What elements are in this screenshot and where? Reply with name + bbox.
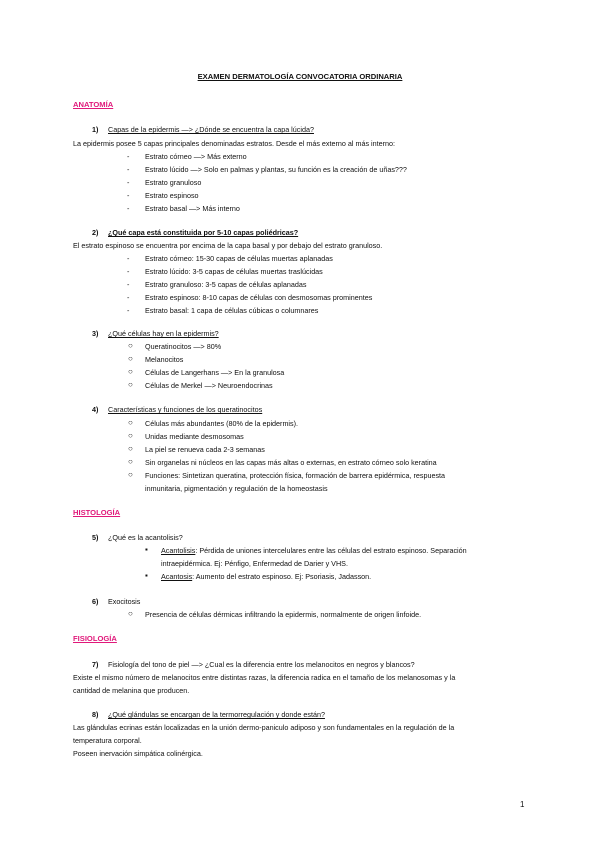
circle-bullet: ○: [128, 354, 133, 363]
dash-bullet: -: [127, 254, 130, 263]
question-1-text: Capas de la epidermis —> ¿Dónde se encuentra la capa lúcida?: [108, 125, 314, 134]
circle-bullet: ○: [128, 341, 133, 350]
list-item-continuation: inmunitaria, pigmentación y regulación de la homeostasis: [145, 484, 328, 493]
section-heading-histologia: HISTOLOGÍA: [73, 508, 121, 517]
page-number: 1: [520, 800, 525, 809]
definition-item: [161, 572, 371, 581]
list-item: Presencia de células dérmicas infiltrando la epidermis, normalmente de origen linfoide.: [145, 610, 422, 619]
question-number: 6): [92, 597, 99, 606]
list-item: Estrato espinoso: [145, 191, 199, 200]
section-heading-fisiologia: FISIOLOGÍA: [73, 634, 117, 643]
paragraph-line: Poseen inervación simpática colinérgica.: [73, 749, 203, 758]
document-title: EXAMEN DERMATOLOGÍA CONVOCATORIA ORDINARIA: [197, 72, 403, 81]
question-3-text: ¿Qué células hay en la epidermis?: [108, 329, 219, 338]
paragraph-line: Las glándulas ecrinas están localizadas en la unión dermo-paniculo adiposo y son fundamentales en la regulación de la: [73, 723, 455, 732]
dash-bullet: -: [127, 152, 130, 161]
definition-term: Acantosis: [161, 572, 193, 581]
question-2-text: ¿Qué capa está constituida por 5-10 capas poliédricas?: [108, 228, 299, 237]
list-item: Melanocitos: [145, 355, 184, 364]
question-number: 4): [92, 405, 99, 414]
list-item: La piel se renueva cada 2-3 semanas: [145, 445, 265, 454]
filled-square-bullet: ▪: [145, 545, 148, 554]
question-7-text: Fisiología del tono de piel —> ¿Cual es la diferencia entre los melanocitos en negros y blancos?: [108, 660, 415, 669]
list-item: Unidas mediante desmosomas: [145, 432, 244, 441]
dash-bullet: -: [127, 267, 130, 276]
circle-bullet: ○: [128, 431, 133, 440]
circle-bullet: ○: [128, 457, 133, 466]
list-item: Estrato espinoso: 8-10 capas de células con desmosomas prominentes: [145, 293, 373, 302]
circle-bullet: ○: [128, 380, 133, 389]
definition-term: Acantolisis: [161, 546, 196, 555]
definition-item: [161, 546, 467, 555]
question-1-intro: La epidermis posee 5 capas principales denominadas estratos. Desde el más externo al más interno:: [73, 139, 396, 148]
list-item: Estrato basal —> Más interno: [145, 204, 240, 213]
question-number: 5): [92, 533, 99, 542]
filled-square-bullet: ▪: [145, 571, 148, 580]
paragraph-line: cantidad de melanina que producen.: [73, 686, 190, 695]
list-item: Estrato basal: 1 capa de células cúbicas o columnares: [145, 306, 319, 315]
list-item: Estrato córneo —> Más externo: [145, 152, 247, 161]
circle-bullet: ○: [128, 609, 133, 618]
paragraph-line: Existe el mismo número de melanocitos entre distintas razas, la diferencia radica en el tamaño de los melanosomas y la: [73, 673, 456, 682]
question-8-text: ¿Qué glándulas se encargan de la termorregulación y donde están?: [108, 710, 325, 719]
list-item: Células de Merkel —> Neuroendocrinas: [145, 381, 273, 390]
circle-bullet: ○: [128, 470, 133, 479]
list-item: Células más abundantes (80% de la epidermis).: [145, 419, 299, 428]
definition-text: : Aumento del estrato espinoso. Ej: Psoriasis, Jadasson.: [192, 572, 372, 581]
list-item: Funciones: Sintetizan queratina, protección física, formación de barrera epidérmica, respuesta: [145, 471, 446, 480]
circle-bullet: ○: [128, 418, 133, 427]
circle-bullet: ○: [128, 367, 133, 376]
question-5-text: ¿Qué es la acantolisis?: [108, 533, 183, 542]
question-number: 2): [92, 228, 99, 237]
dash-bullet: -: [127, 293, 130, 302]
definition-continuation: intraepidérmica. Ej: Pénfigo, Enfermedad de Darier y VHS.: [161, 559, 348, 568]
section-heading-anatomia: ANATOMÍA: [73, 100, 114, 109]
question-6-text: Exocitosis: [108, 597, 141, 606]
paragraph-line: temperatura corporal.: [73, 736, 142, 745]
dash-bullet: -: [127, 280, 130, 289]
question-number: 3): [92, 329, 99, 338]
question-number: 1): [92, 125, 99, 134]
definition-text: : Pérdida de uniones intercelulares entre las células del estrato espinoso. Separación: [195, 546, 467, 555]
list-item: Células de Langerhans —> En la granulosa: [145, 368, 285, 377]
list-item: Queratinocitos —> 80%: [145, 342, 222, 351]
list-item: Estrato córneo: 15-30 capas de células muertas aplanadas: [145, 254, 333, 263]
list-item: Sin organelas ni núcleos en las capas más altas o externas, en estrato córneo solo keratina: [145, 458, 437, 467]
question-number: 7): [92, 660, 99, 669]
dash-bullet: -: [127, 165, 130, 174]
dash-bullet: -: [127, 178, 130, 187]
list-item: Estrato lúcido —> Solo en palmas y plantas, su función es la creación de uñas???: [145, 165, 407, 174]
question-4-text: Características y funciones de los queratinocitos: [108, 405, 263, 414]
dash-bullet: -: [127, 191, 130, 200]
dash-bullet: -: [127, 204, 130, 213]
list-item: Estrato granuloso: 3-5 capas de células aplanadas: [145, 280, 307, 289]
question-number: 8): [92, 710, 99, 719]
list-item: Estrato lúcido: 3-5 capas de células muertas traslúcidas: [145, 267, 323, 276]
list-item: Estrato granuloso: [145, 178, 202, 187]
dash-bullet: -: [127, 306, 130, 315]
circle-bullet: ○: [128, 444, 133, 453]
question-2-intro: El estrato espinoso se encuentra por encima de la capa basal y por debajo del estrato granuloso.: [73, 241, 383, 250]
